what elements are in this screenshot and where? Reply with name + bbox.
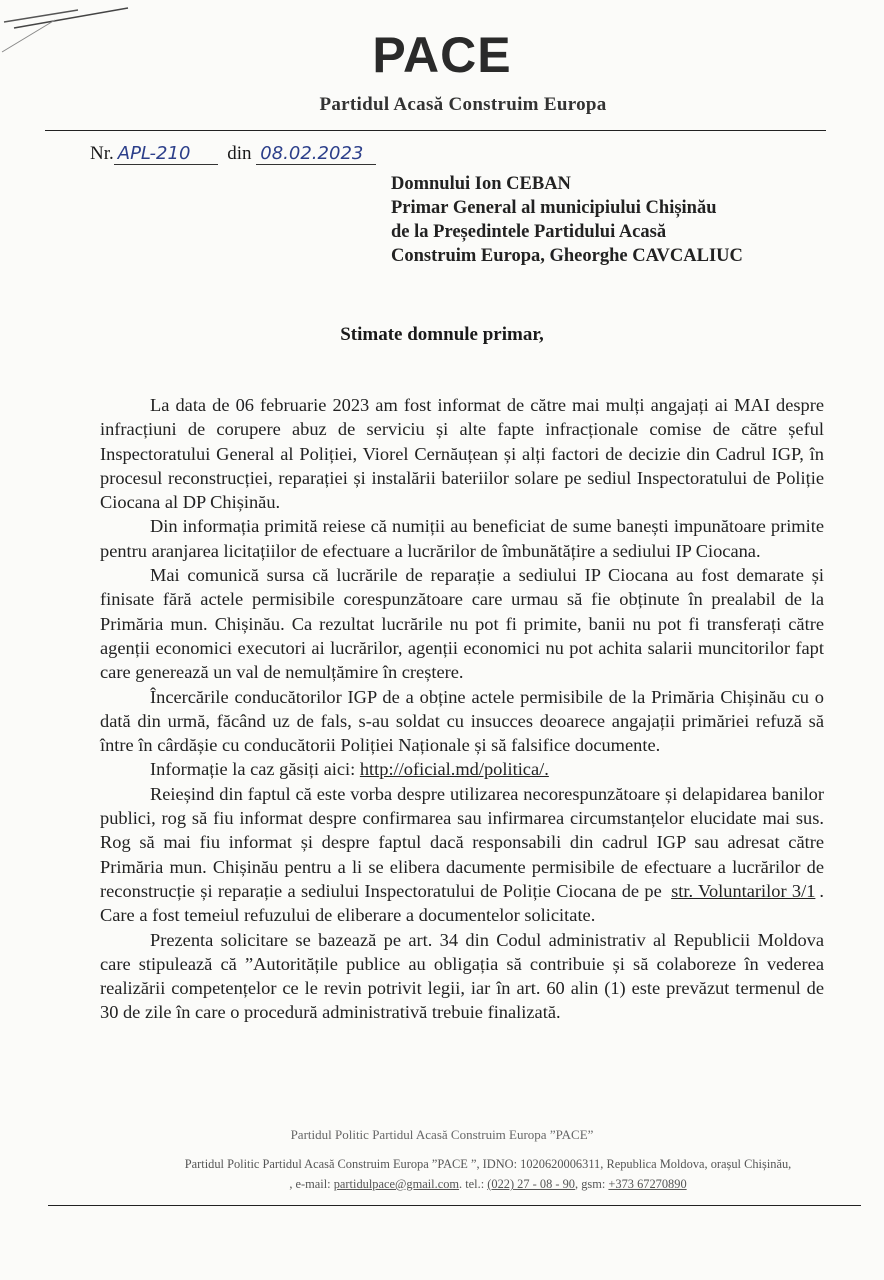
- footer-registration: Partidul Politic Partidul Acasă Construim Europa ”PACE ”, IDNO: 1020620006311, Republica Moldova, orașul Chișinău,: [184, 1157, 792, 1171]
- paragraph: La data de 06 februarie 2023 am fost informat de către mai mulți angajați ai MAI despre infracțiuni de corupere abuz de serviciu și alte fapte infracționale comise de către șeful Inspectoratului General al Poliției, Viorel Cernăuțean și alți factori de decizie din Cadrul IGP, în procesul reconstrucției, reparației și instalării bateriilor solare pe sediul Inspectoratului de Poliție Ciocana al DP Chișinău.: [100, 395, 824, 513]
- request-text-end: . Care a fost temeiul refuzului de eliberare a documentelor solicitate.: [100, 880, 824, 926]
- email-label: , e-mail:: [289, 1177, 334, 1191]
- addressee-block: [391, 172, 743, 268]
- footer-divider: [48, 1205, 861, 1206]
- salutation: Stimate domnule primar,: [340, 324, 544, 345]
- email-link[interactable]: partidulpace@gmail.com: [333, 1177, 460, 1191]
- nr-value: APL-210: [114, 143, 218, 165]
- footer-party: Partidul Politic Partidul Acasă Construim Europa ”PACE”: [290, 1127, 594, 1142]
- paragraph: Mai comunică sursa că lucrările de reparație a sediului IP Ciocana au fost demarate și finisate fără actele permisibile corespunzătoare care urmau să fie obținute în prealabil de la Primăria mun. Chișinău. Ca rezultat lucrările nu pot fi primite, banii nu pot fi transferați către agenții economici executori ai lucrărilor, agenții economici nu pot achita salarii muncitorilor fapt care generează un val de nemulțămire în creștere.: [100, 565, 824, 683]
- addressee-line: Construim Europa, Gheorghe CAVCALIUC: [391, 246, 743, 266]
- footer-contact-line: [138, 1174, 838, 1194]
- footer-contacts: [138, 1154, 838, 1194]
- source-link[interactable]: http://oficial.md/politica/.: [359, 759, 549, 780]
- din-label: din: [227, 143, 252, 164]
- header-divider: [45, 130, 826, 131]
- gsm-number: +373 67270890: [608, 1177, 687, 1191]
- reference-line: [90, 143, 376, 165]
- nr-label: Nr.: [90, 143, 114, 164]
- paragraph: [100, 782, 824, 928]
- gsm-label: , gsm:: [575, 1177, 609, 1191]
- phone-number: (022) 27 - 08 - 90: [487, 1177, 576, 1191]
- paragraph: Prezenta solicitare se bazează pe art. 34 din Codul administrativ al Republicii Moldova care stipulează că ”Autoritățile publice au obligația să contribuie și să colaboreze în vederea realizării competențelor ce le revin potrivit legii, iar în art. 60 alin (1) este prevăzut termenul de 30 de zile în care o procedură administrativă trebuie finalizată.: [100, 929, 824, 1023]
- date-value: 08.02.2023: [256, 143, 376, 165]
- addressee-line: Domnului Ion CEBAN: [391, 174, 571, 194]
- paragraph: Încercările conducătorilor IGP de a obține actele permisibile de la Primăria Chișinău cu o dată din urmă, făcând uz de fals, s-au soldat cu insucces deoarece angajații primăriei refuză să între în cârdășie cu conducătorii Poliției Naționale și să falsifice documente.: [100, 686, 824, 756]
- party-logo: PACE: [372, 27, 512, 83]
- addressee-line: Primar General al municipiului Chișinău: [391, 198, 717, 218]
- request-text: Reieșind din faptul că este vorba despre utilizarea necorespunzătoare și delapidarea banilor publici, rog să fiu informat despre confirmarea sau infirmarea circumstanțelor elucidate mai sus. Rog să mai fiu informat și despre faptul dacă responsabili din cadrul IGP sau adresat către Primăria mun. Chișinău pentru a li se elibera dacumente permisibile de efectuare a lucrărilor de reconstrucție și reparație a sediului Inspectoratului de Poliție Ciocana de pe: [100, 783, 824, 901]
- addressee-line: de la Președintele Partidului Acasă: [391, 222, 667, 242]
- tel-label: . tel.:: [459, 1177, 488, 1191]
- street-address: str. Voluntarilor 3/1: [671, 880, 816, 901]
- party-name: Partidul Acasă Construim Europa: [319, 94, 607, 115]
- letter-body: [100, 393, 824, 1025]
- info-prefix: Informație la caz găsiți aici:: [150, 759, 360, 780]
- paragraph: Din informația primită reiese că numiții au beneficiat de sume banești impunătoare primite pentru aranjarea licitațiilor de efectuare a lucrărilor de îmbunătățire a sediului IP Ciocana.: [100, 516, 824, 561]
- paragraph: [100, 757, 824, 781]
